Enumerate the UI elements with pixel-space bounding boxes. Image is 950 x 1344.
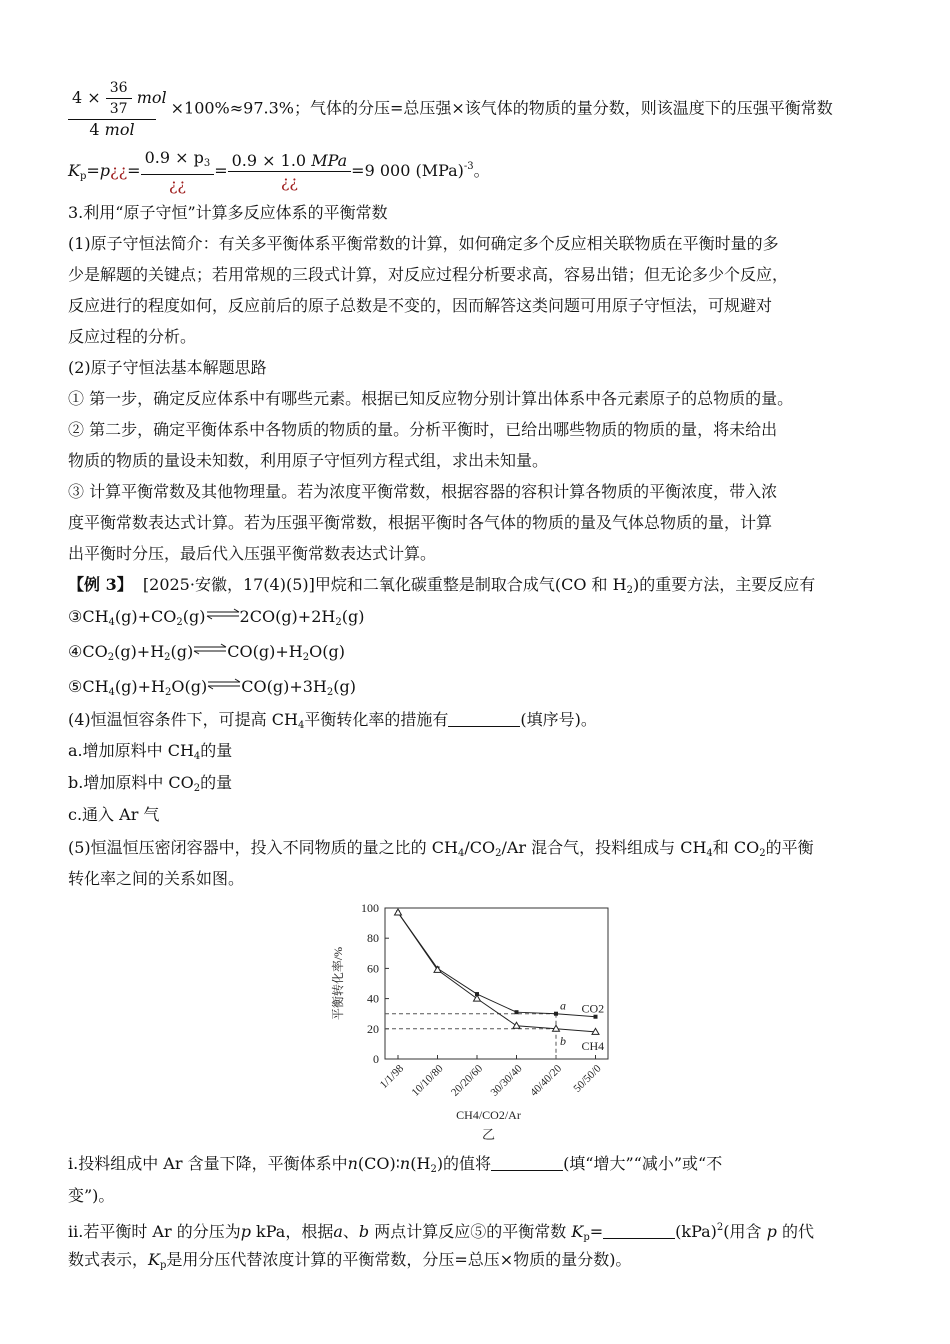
data-point-co2 [554, 1012, 558, 1016]
option-c: c.通入 Ar 气 [68, 805, 160, 824]
y-tick-label: 20 [367, 1021, 379, 1036]
y-tick-label: 60 [367, 961, 379, 976]
x-tick-label: 20/20/60 [448, 1062, 486, 1099]
equilibrium-arrow-icon [193, 643, 227, 655]
fraction-2: $\frac{0.9 \times p_3}{¿¿}$ [141, 148, 215, 195]
reaction-5: $⑤CH_4(g)+H_2O(g)$ $CO(g)+3H_2(g)$ [68, 677, 356, 698]
step-3-cont: 度平衡常数表达式计算。若为压强平衡常数，根据平衡时各气体的物质的量及气体总物质的量，计算 [68, 513, 773, 532]
question-i: ⅰ.投料组成中 Ar 含量下降，平衡体系中$n(CO)∶n(H_2)$的值将 (填“增大”“减小”或“不 [68, 1154, 723, 1175]
kp-calc-line-1: 4 × $\frac{36}{37}$ mol 4 mol ×100%≈97.3%；气体的分压=总压强×该气体的物质的量分数，则该温度下的压强平衡常数 [68, 78, 833, 140]
y-axis-label: 平衡转化率/% [331, 946, 345, 1021]
kp-formula-line: $K_p=p¿¿=$ $\frac{0.9 \times p_3}{¿¿}$ = $\frac{\text{0.9 × 1.0 MPa}}{¿¿}$ =9 000 (MPa)$^{-3}$。 [68, 148, 490, 194]
point-label-b: b [560, 1033, 566, 1048]
x-tick-label: 30/30/40 [488, 1062, 525, 1099]
plot-frame [385, 908, 608, 1059]
question-5-cont: 转化率之间的关系如图。 [68, 869, 245, 888]
chart-title: 乙 [481, 1127, 496, 1142]
question-4: (4)恒温恒容条件下，可提高 $CH_4$平衡转化率的措施有 (填序号)。 [68, 710, 597, 731]
x-tick-label: 10/10/80 [409, 1062, 446, 1099]
option-b: b.增加原料中 $CO_2$的量 [68, 773, 233, 794]
paragraph-line: 少是解题的关键点；若用常规的三段式计算，对反应过程分析要求高，容易出错；但无论多少个反应， [68, 265, 789, 284]
x-tick-label: 40/40/20 [527, 1062, 565, 1099]
question-ii: ⅱ.若平衡时 Ar 的分压为p kPa，根据a、b 两点计算反应⑤的平衡常数 $K_p= (kPa)^2$(用含 p 的代 [68, 1222, 814, 1243]
y-tick-label: 40 [367, 991, 379, 1006]
x-tick-label: 1/1/98 [377, 1062, 407, 1092]
reaction-4: $④CO_2(g)+H_2(g)$ $CO(g)+H_2O(g)$ [68, 642, 345, 663]
fraction-1: 4 × $\frac{36}{37}$ mol 4 mol [68, 78, 171, 140]
example-intro: 【例 3】 [2025·安徽，17(4)(5)]甲烷和二氧化碳重整是制取合成气(CO 和 $H_2$)的重要方法，主要反应有 [68, 575, 816, 596]
x-axis-label: CH4/CO2/Ar [456, 1108, 521, 1122]
answer-blank[interactable] [603, 1222, 675, 1239]
x-tick-label: 50/50/0 [571, 1062, 604, 1095]
data-point-ch4 [395, 909, 402, 915]
fraction-3: $\frac{\text{0.9 × 1.0 MPa}}{¿¿}$ [228, 151, 352, 192]
equilibrium-arrow-icon [207, 678, 241, 690]
option-a: a.增加原料中 $CH_4$的量 [68, 741, 233, 762]
series-label-co2: CO2 [581, 1001, 605, 1016]
y-tick-label: 0 [373, 1052, 379, 1066]
equilibrium-arrow-icon [206, 608, 240, 620]
answer-blank[interactable] [448, 710, 520, 727]
question-i-cont: 变”)。 [68, 1186, 115, 1205]
point-label-a: a [560, 998, 566, 1013]
subheading: (2)原子守恒法基本解题思路 [68, 358, 267, 377]
example-tag: 【例 3】 [68, 575, 133, 594]
step-3: ③ 计算平衡常数及其他物理量。若为浓度平衡常数，根据容器的容积计算各物质的平衡浓度，带入浓 [68, 482, 778, 501]
paragraph-line: 反应进行的程度如何，反应前后的原子总数是不变的，因而解答这类问题可用原子守恒法，可规避对 [68, 296, 773, 315]
data-point-ch4 [513, 1022, 520, 1028]
paragraph-line: 反应过程的分析。 [68, 327, 197, 346]
paragraph-line: (1)原子守恒法简介：有关多平衡体系平衡常数的计算，如何确定多个反应相关联物质在平衡时量的多 [68, 234, 779, 253]
answer-blank[interactable] [491, 1154, 563, 1171]
step-1: ① 第一步，确定反应体系中有哪些元素。根据已知反应物分别计算出体系中各元素原子的总物质的量。 [68, 389, 794, 408]
series-label-ch4: CH4 [581, 1038, 605, 1053]
conversion-chart [320, 893, 620, 1143]
step-3-cont: 出平衡时分压，最后代入压强平衡常数表达式计算。 [68, 544, 437, 563]
question-ii-cont: 数式表示，$K_p$是用分压代替浓度计算的平衡常数，分压=总压×物质的量分数)。 [68, 1250, 632, 1271]
data-point-ch4 [474, 995, 481, 1001]
reaction-3: $③CH_4(g)+CO_2(g)$ $2CO(g)+2H_2(g)$ [68, 607, 365, 628]
step-2-cont: 物质的物质的量设未知数，利用原子守恒列方程式组，求出未知量。 [68, 451, 549, 470]
step-2: ② 第二步，确定平衡体系中各物质的物质的量。分析平衡时，已给出哪些物质的物质的量，将未给出 [68, 420, 778, 439]
question-5: (5)恒温恒压密闭容器中，投入不同物质的量之比的 $CH_4/CO_2/Ar$ 混合气，投料组成与 $CH_4$和 $CO_2$的平衡 [68, 838, 814, 859]
data-point-co2 [515, 1010, 519, 1014]
section-heading: 3.利用“原子守恒”计算多反应体系的平衡常数 [68, 203, 388, 222]
y-tick-label: 80 [367, 931, 379, 946]
y-tick-label: 100 [361, 901, 379, 915]
